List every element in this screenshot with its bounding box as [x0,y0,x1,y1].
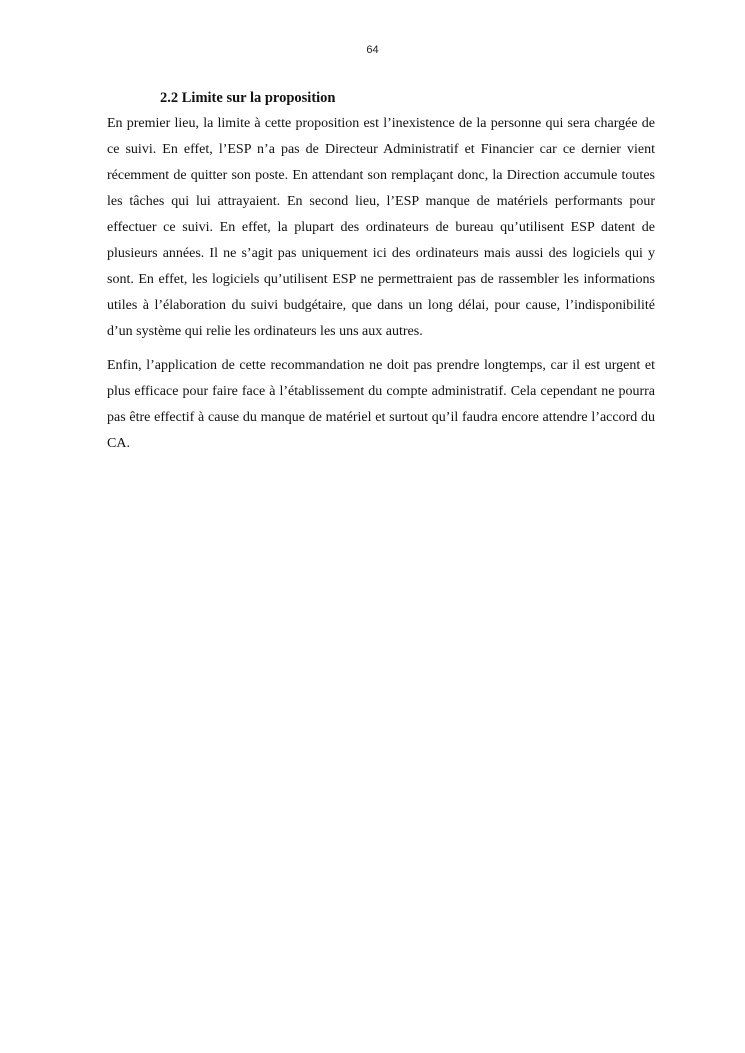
page-number: 64 [366,44,379,56]
paragraph-limits: En premier lieu, la limite à cette proposition est l’inexistence de la personne qui sera chargée de ce suivi. En effet, l’ESP n’a pas de Directeur Administratif et Financier car ce dernier vient récemment de quitter son poste. En attendant son remplaçant donc, la Direction accumule toutes les tâches qui lui attrayaient. En second lieu, l’ESP manque de matériels performants pour effectuer ce suivi. En effet, la plupart des ordinateurs de bureau qu’utilisent ESP datent de plusieurs années. Il ne s’agit pas uniquement ici des ordinateurs mais aussi des logiciels qui y sont. En effet, les logiciels qu’utilisent ESP ne permettraient pas de rassembler les informations utiles à l’élaboration du suivi budgétaire, que dans un long délai, pour cause, l’indisponibilité d’un système qui relie les ordinateurs les uns aux autres. [107,116,655,339]
section-heading: 2.2 Limite sur la proposition [160,90,336,106]
paragraph-conclusion: Enfin, l’application de cette recommandation ne doit pas prendre longtemps, car il est urgent et plus efficace pour faire face à l’établissement du compte administratif. Cela cependant ne pourra pas être effectif à cause du manque de matériel et surtout qu’il faudra encore attendre l’accord du CA. [107,358,655,451]
page-content [107,88,655,457]
